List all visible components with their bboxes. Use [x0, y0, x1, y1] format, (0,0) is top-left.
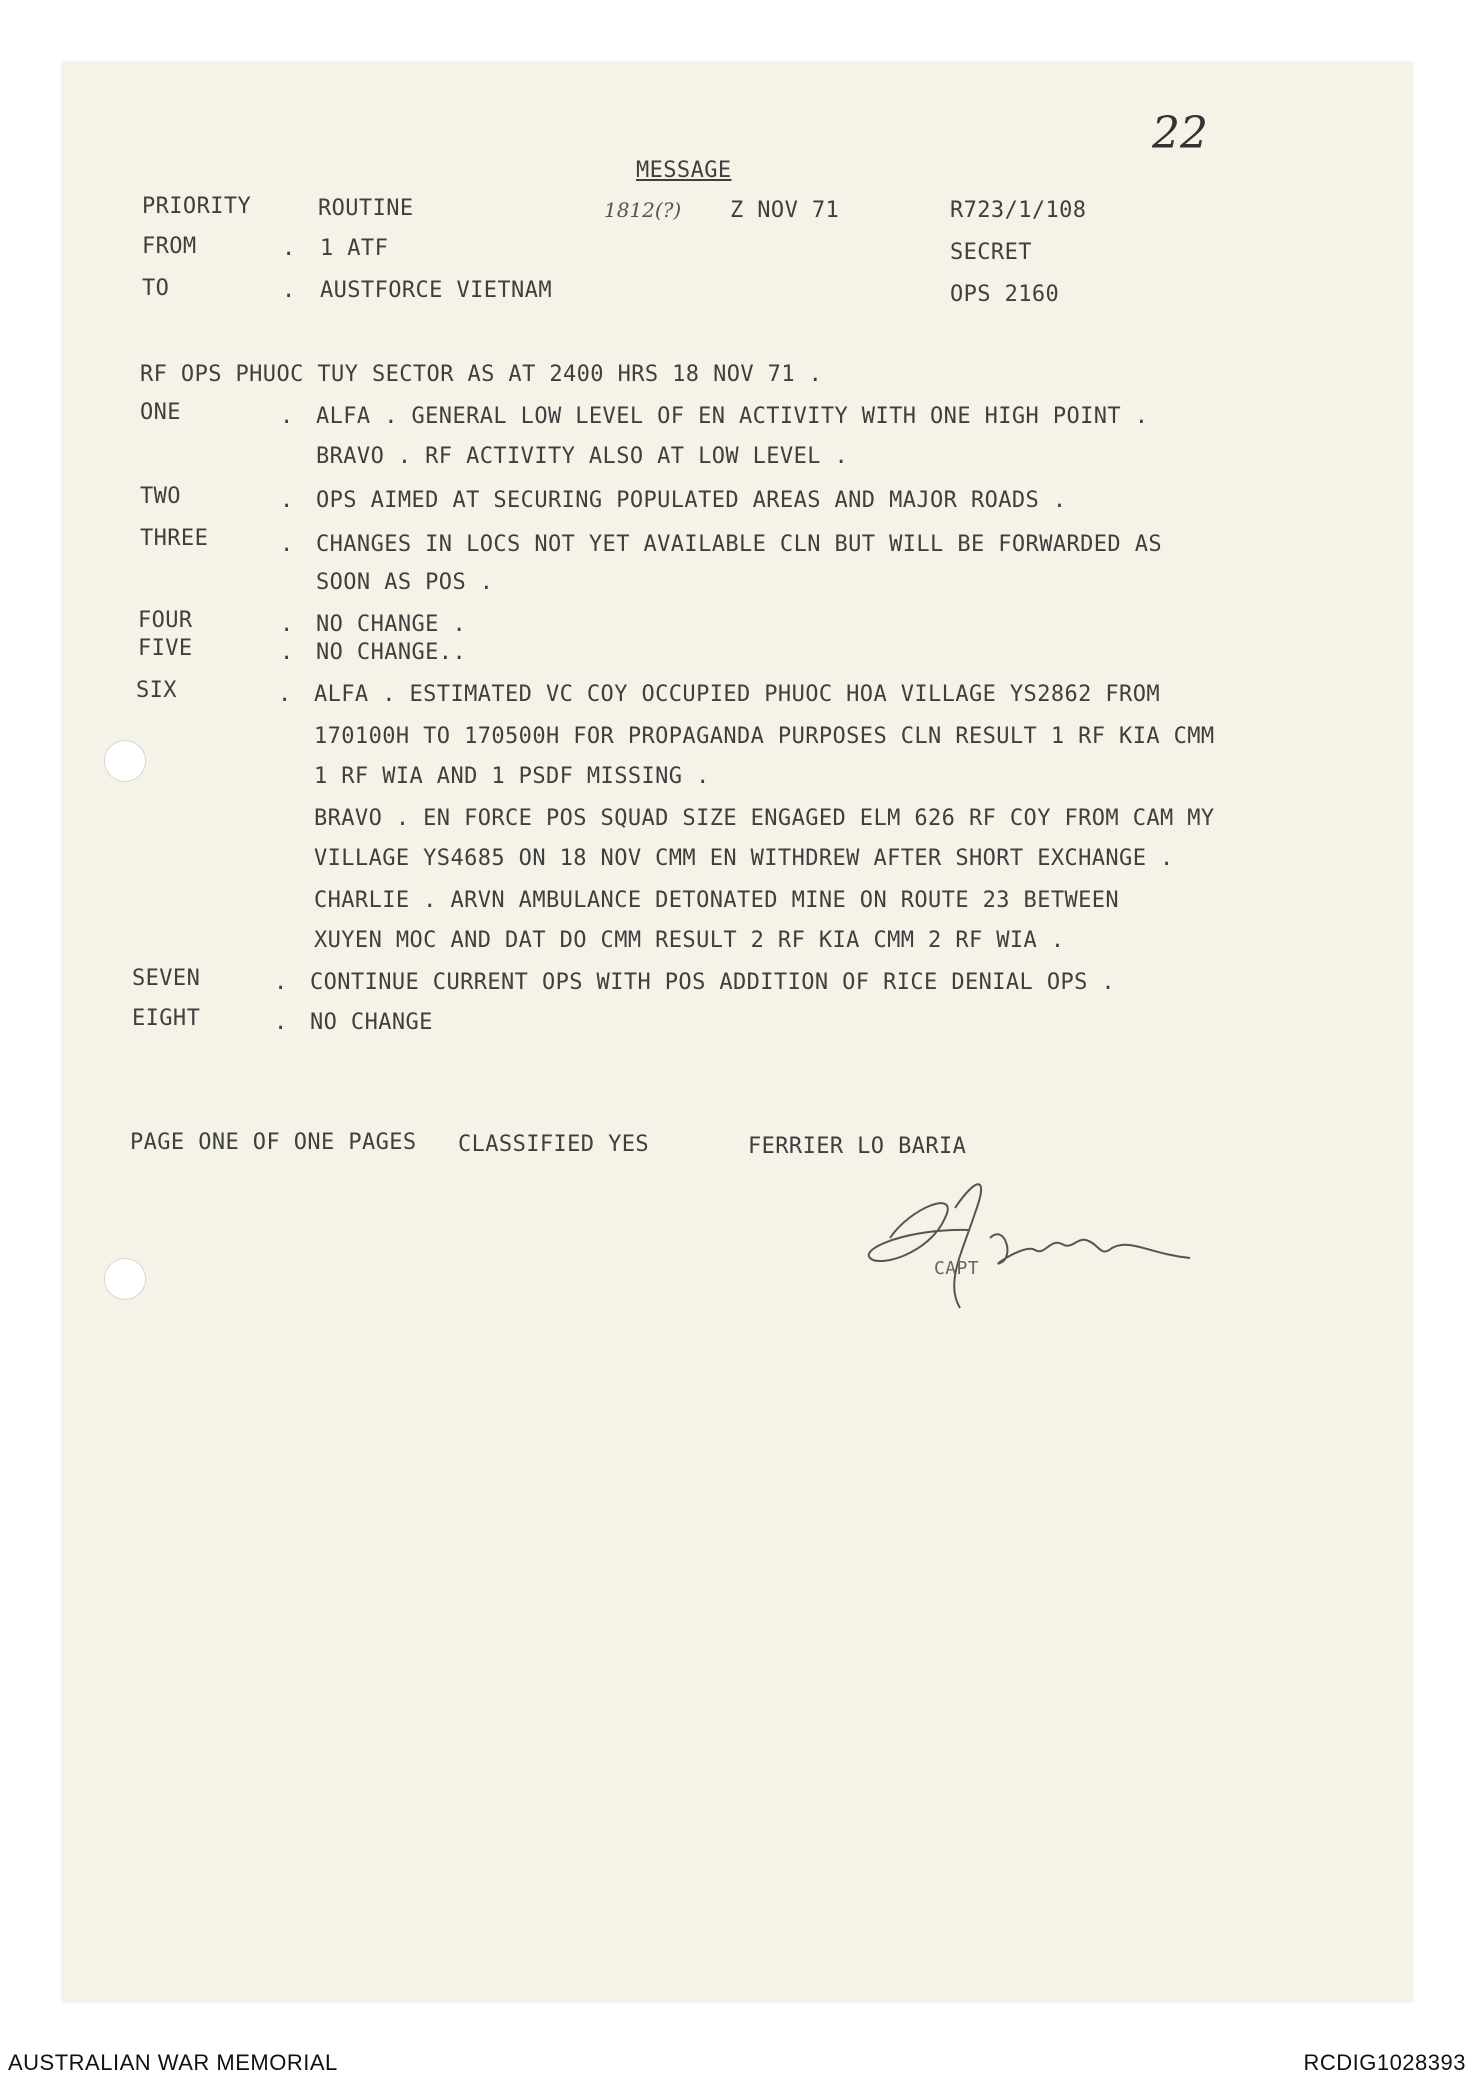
item-line: ALFA . ESTIMATED VC COY OCCUPIED PHUOC HOA VILLAGE YS2862 FROM	[314, 682, 1160, 707]
item-separator: .	[280, 488, 294, 513]
item-line: OPS AIMED AT SECURING POPULATED AREAS AND MAJOR ROADS .	[316, 488, 1067, 513]
item-line: VILLAGE YS4685 ON 18 NOV CMM EN WITHDREW AFTER SHORT EXCHANGE .	[314, 846, 1174, 871]
item-label: EIGHT	[132, 1006, 201, 1031]
item-separator: .	[280, 532, 294, 557]
item-line: BRAVO . RF ACTIVITY ALSO AT LOW LEVEL .	[316, 444, 849, 469]
originator: FERRIER LO BARIA	[748, 1134, 967, 1159]
item-label: FIVE	[138, 636, 193, 661]
rank: CAPT	[934, 1258, 979, 1279]
item-separator: .	[274, 1010, 288, 1035]
item-line: NO CHANGE	[310, 1010, 433, 1035]
item-separator: .	[280, 640, 294, 665]
item-line: NO CHANGE .	[316, 612, 467, 637]
item-line: XUYEN MOC AND DAT DO CMM RESULT 2 RF KIA CMM 2 RF WIA .	[314, 928, 1065, 953]
message-title: MESSAGE	[636, 158, 732, 183]
from-label: FROM	[142, 234, 197, 259]
item-line: ALFA . GENERAL LOW LEVEL OF EN ACTIVITY WITH ONE HIGH POINT .	[316, 404, 1149, 429]
handwritten-page-number: 22	[1152, 108, 1208, 159]
to-label: TO	[142, 276, 170, 301]
item-label: SEVEN	[132, 966, 201, 991]
classification: SECRET	[950, 240, 1032, 265]
item-line: 1 RF WIA AND 1 PSDF MISSING .	[314, 764, 710, 789]
from-separator: .	[282, 236, 296, 261]
item-line: SOON AS POS .	[316, 570, 494, 595]
footer-left: AUSTRALIAN WAR MEMORIAL	[8, 2050, 338, 2075]
to-separator: .	[282, 278, 296, 303]
punch-hole-top	[104, 740, 146, 782]
item-line: CHANGES IN LOCS NOT YET AVAILABLE CLN BUT WILL BE FORWARDED AS	[316, 532, 1162, 557]
ops-number: OPS 2160	[950, 282, 1060, 307]
item-separator: .	[274, 970, 288, 995]
punch-hole-bottom	[104, 1258, 146, 1300]
item-separator: .	[280, 612, 294, 637]
priority-value: ROUTINE	[318, 196, 414, 221]
to-value: AUSTFORCE VIETNAM	[320, 278, 552, 303]
item-separator: .	[278, 682, 292, 707]
page-count: PAGE ONE OF ONE PAGES	[130, 1130, 417, 1155]
item-label: ONE	[140, 400, 181, 425]
footer-right: RCDIG1028393	[1303, 2050, 1466, 2075]
item-line: 170100H TO 170500H FOR PROPAGANDA PURPOSES CLN RESULT 1 RF KIA CMM	[314, 724, 1215, 749]
signature	[850, 1168, 1210, 1318]
handwritten-dtg: 1812(?)	[604, 198, 682, 222]
message-reference: R723/1/108	[950, 198, 1087, 223]
body-heading: RF OPS PHUOC TUY SECTOR AS AT 2400 HRS 18 NOV 71 .	[140, 362, 823, 387]
item-line: CHARLIE . ARVN AMBULANCE DETONATED MINE ON ROUTE 23 BETWEEN	[314, 888, 1120, 913]
priority-label: PRIORITY	[142, 194, 252, 219]
from-value: 1 ATF	[320, 236, 389, 261]
item-label: TWO	[140, 484, 181, 509]
item-label: SIX	[136, 678, 177, 703]
item-label: THREE	[140, 526, 209, 551]
item-line: CONTINUE CURRENT OPS WITH POS ADDITION OF RICE DENIAL OPS .	[310, 970, 1116, 995]
item-separator: .	[280, 404, 294, 429]
item-label: FOUR	[138, 608, 193, 633]
dtg-typed: Z NOV 71	[730, 198, 840, 223]
item-line: BRAVO . EN FORCE POS SQUAD SIZE ENGAGED ELM 626 RF COY FROM CAM MY	[314, 806, 1215, 831]
item-line: NO CHANGE..	[316, 640, 467, 665]
classified-marker: CLASSIFIED YES	[458, 1132, 650, 1157]
document-page	[62, 62, 1412, 2002]
